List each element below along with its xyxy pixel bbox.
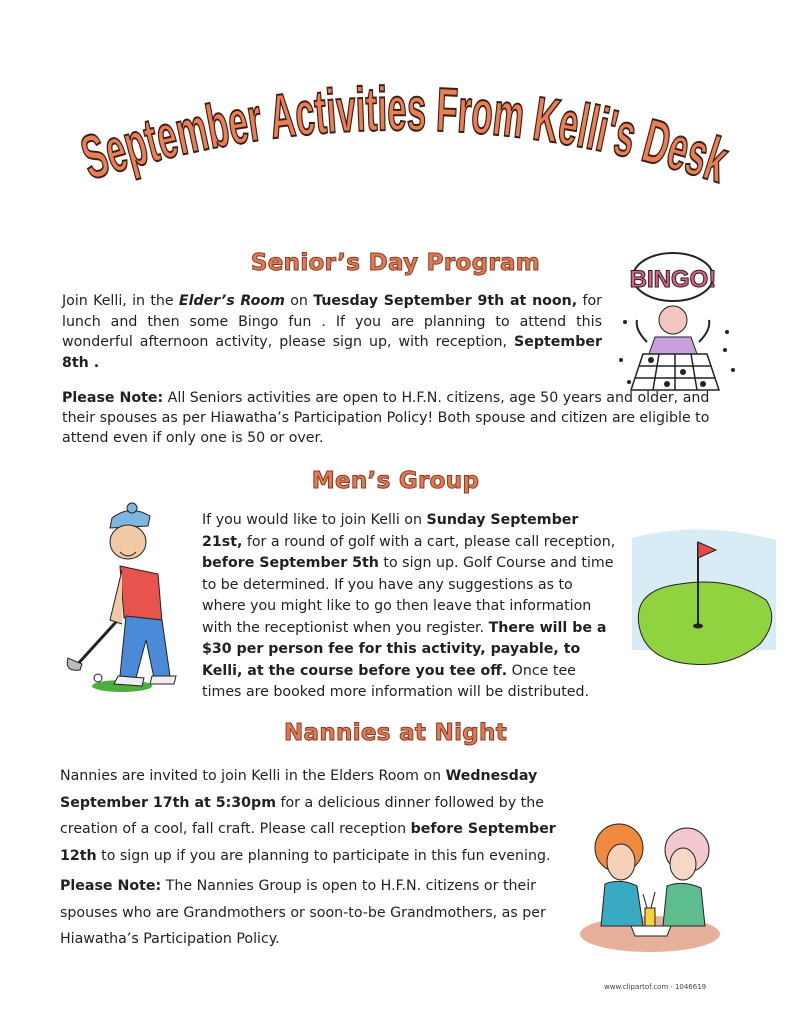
mens-heading: Men’s Group bbox=[311, 468, 480, 494]
bingo-word: BINGO! bbox=[629, 266, 717, 293]
golfer-clipart bbox=[62, 500, 197, 695]
seniors-heading: Senior’s Day Program bbox=[250, 250, 541, 276]
clipart-credit: www.clipartof.com · 1046619 bbox=[604, 983, 707, 991]
svg-text:September Activities From Kell bbox=[74, 75, 736, 196]
putting-green-clipart bbox=[620, 520, 780, 670]
nannies-paragraph: Nannies are invited to join Kelli in the Elders Room on Wednesday September 17th at 5:30pm for a delicious dinner followed by the creation of a cool, fall craft. Please call reception before September 12th to sign up if you are planning to participate in this fun evening. bbox=[60, 768, 556, 864]
nannies-note: Please Note: The Nannies Group is open to H.F.N. citizens or their spouses who are Grandmothers or soon-to-be Grandmothers, as per Hiawatha’s Participation Policy. bbox=[60, 878, 546, 947]
nannies-heading: Nannies at Night bbox=[284, 720, 507, 746]
mens-paragraph: If you would like to join Kelli on Sunday September 21st, for a round of golf with a cart, please call reception, before September 5th to sign up. Golf Course and time to be determined. If you have any suggestions as to where you might like to go then leave that information with the receptionist when you register. There will be a $30 per person fee for this activity, payable, to Kelli, at the course before you tee off. Once tee times are booked more information will be distributed. bbox=[202, 512, 616, 700]
nannies-clipart bbox=[575, 808, 725, 958]
seniors-note: Please Note: All Seniors activities are open to H.F.N. citizens, age 50 years and older, and their spouses as per Hiawatha’s Participation Policy! Both spouse and citizen are eligible to attend even if only one is 50 or over. bbox=[62, 390, 710, 446]
page-title bbox=[60, 60, 740, 220]
title-text: September Activities From Kelli's Des bbox=[73, 74, 732, 195]
seniors-paragraph: Join Kelli, in the Elder’s Room on Tuesday September 9th at noon, for lunch and then some Bingo fun . If you are planning to attend this wonderful afternoon activity, please sign up, with reception, September 8th . bbox=[62, 293, 602, 371]
bingo-clipart bbox=[615, 242, 740, 392]
